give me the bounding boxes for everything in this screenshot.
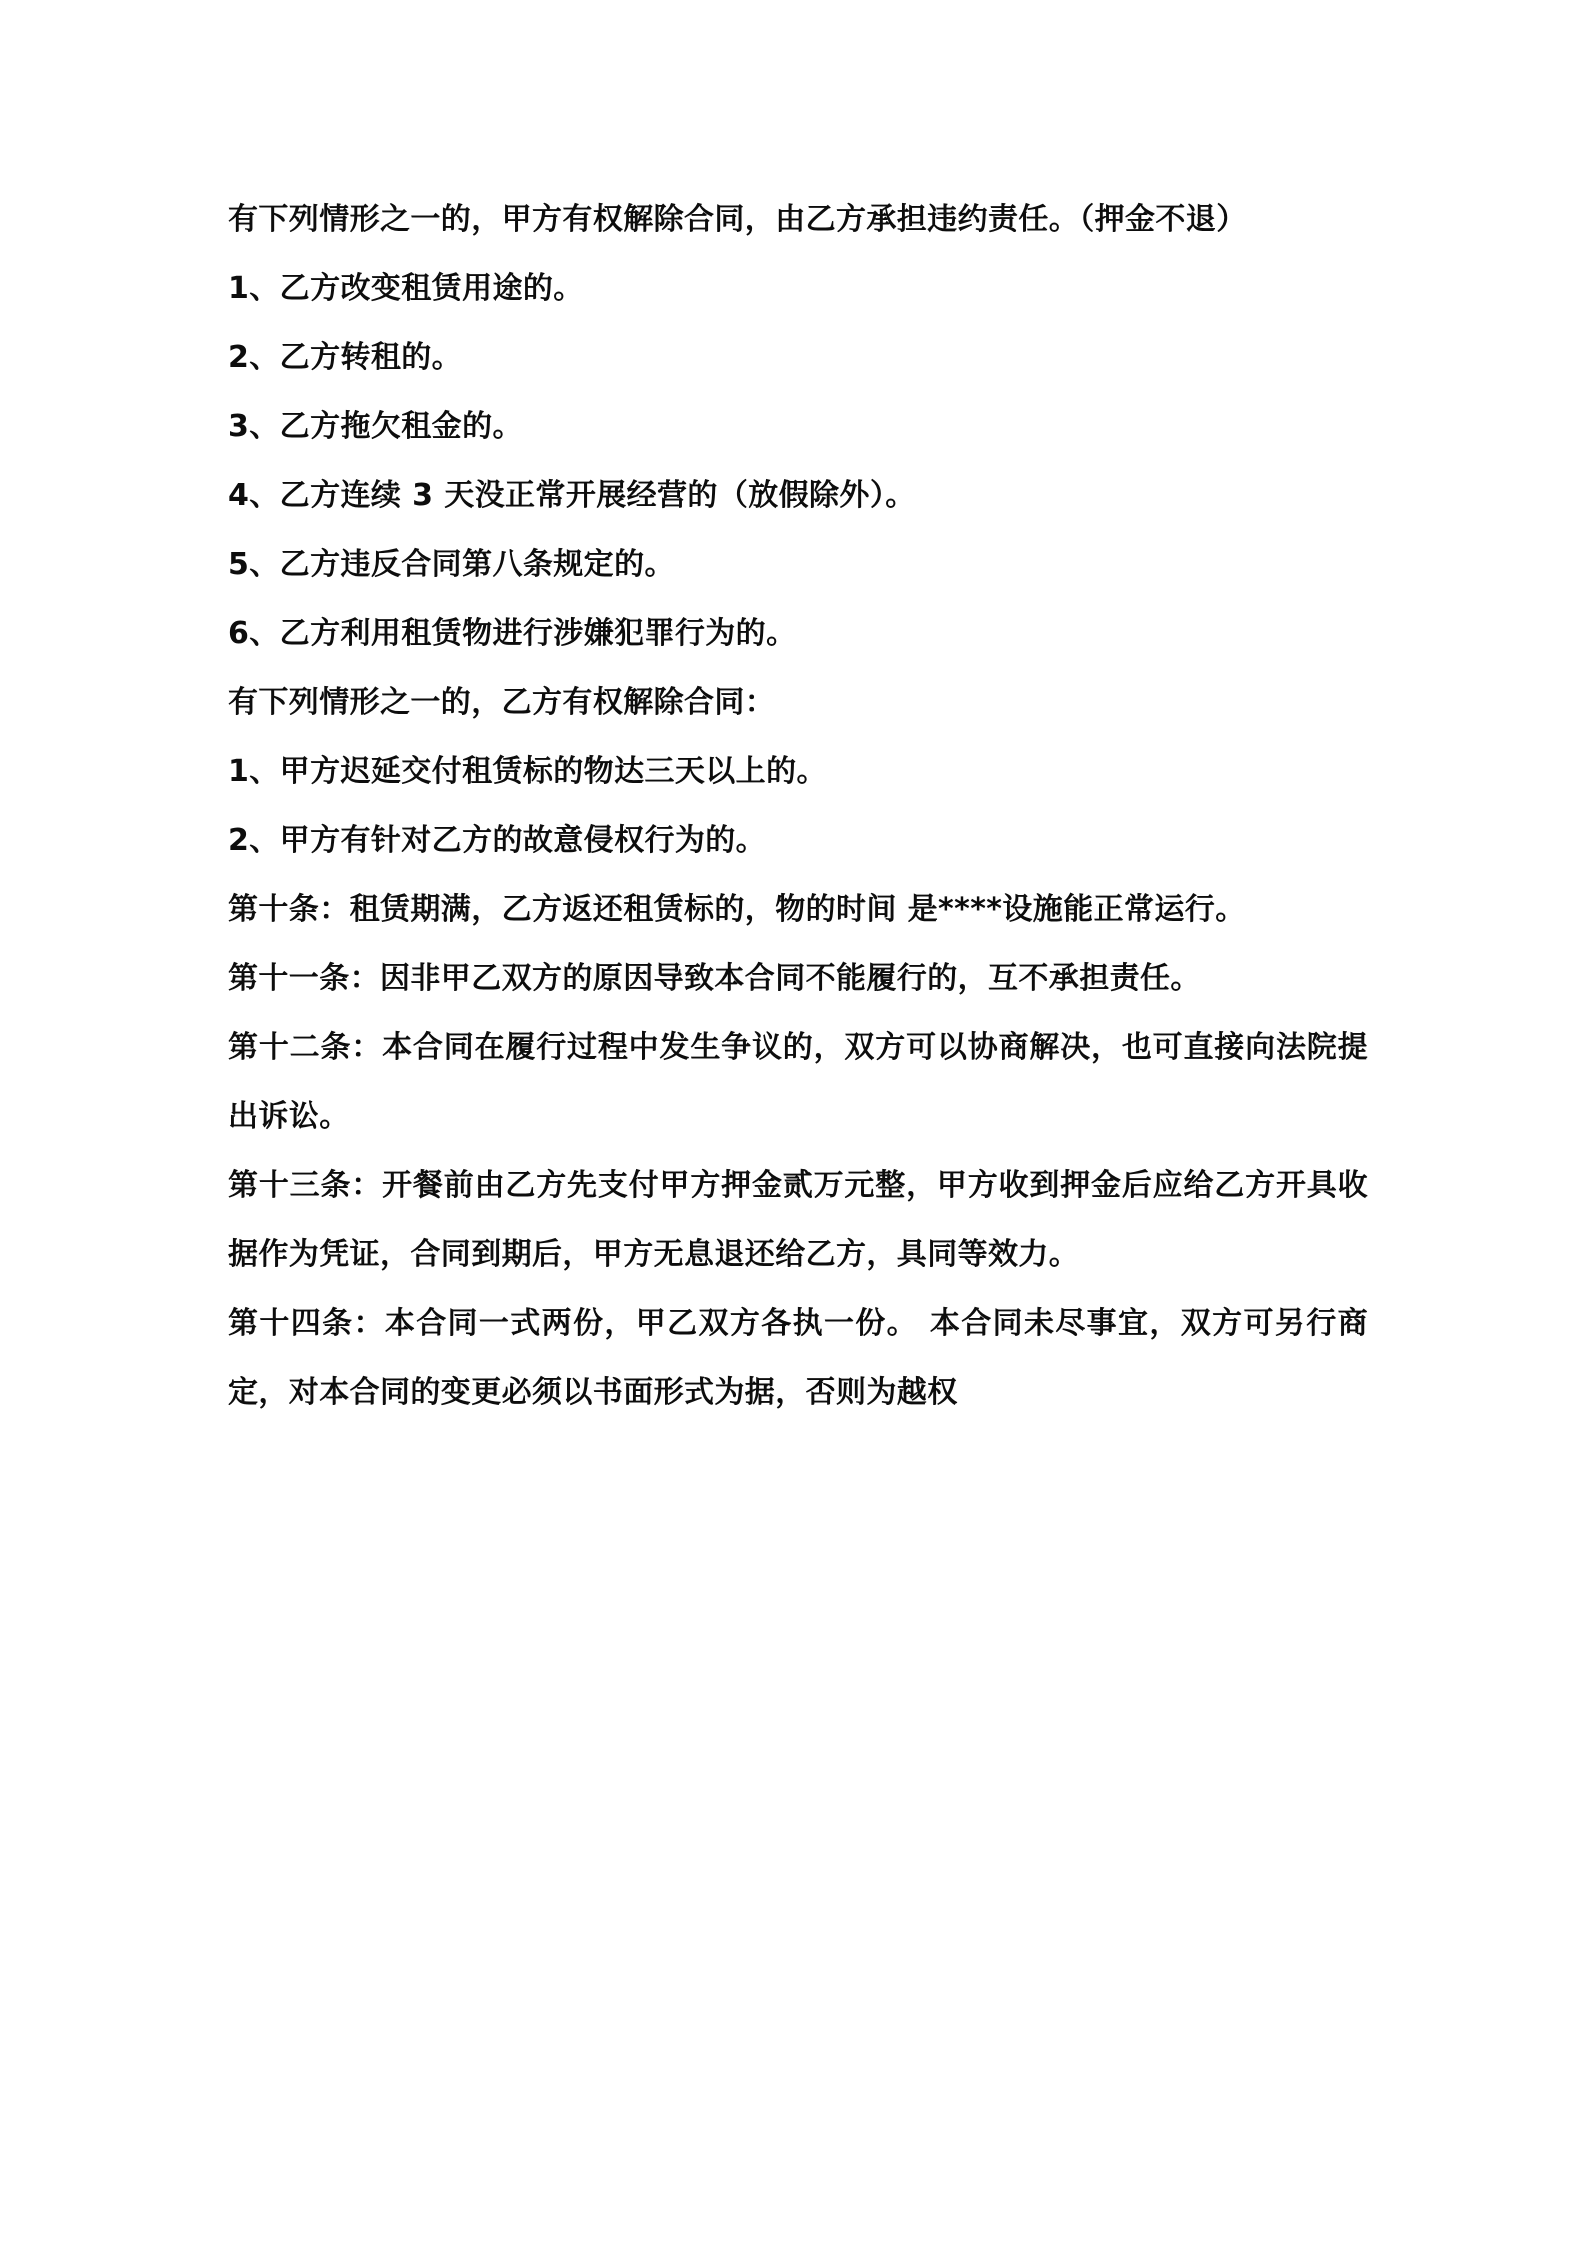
paragraph: 3、乙方拖欠租金的。: [228, 409, 523, 444]
paragraph: 1、乙方改变租赁用途的。: [228, 271, 584, 306]
paragraph: 有下列情形之一的，乙方有权解除合同：: [228, 685, 776, 720]
paragraph: 2、乙方转租的。: [228, 340, 463, 375]
paragraph: 第十二条：本合同在履行过程中发生争议的，双方可以协商解决，也可直接向法院提出诉讼。: [228, 1030, 1368, 1134]
paragraph: 第十条：租赁期满，乙方返还租赁标的，物的时间 是****设施能正常运行。: [228, 892, 1246, 927]
paragraph: 有下列情形之一的，甲方有权解除合同，由乙方承担违约责任。（押金不退）: [228, 202, 1247, 237]
paragraph: 第十四条：本合同一式两份，甲乙双方各执一份。 本合同未尽事宜，双方可另行商定，对本合同的变更必须以书面形式为据，否则为越权: [228, 1306, 1368, 1410]
paragraph: 第十三条：开餐前由乙方先支付甲方押金贰万元整，甲方收到押金后应给乙方开具收据作为凭证，合同到期后，甲方无息退还给乙方，具同等效力。: [228, 1168, 1368, 1272]
paragraph: 1、甲方迟延交付租赁标的物达三天以上的。: [228, 754, 827, 789]
paragraph: 2、甲方有针对乙方的故意侵权行为的。: [228, 823, 767, 858]
paragraph: 4、乙方连续 3 天没正常开展经营的（放假除外）。: [228, 478, 916, 513]
paragraph: 5、乙方违反合同第八条规定的。: [228, 547, 675, 582]
paragraph: 第十一条：因非甲乙双方的原因导致本合同不能履行的，互不承担责任。: [228, 961, 1201, 996]
document-body: [228, 185, 1368, 1427]
paragraph: 6、乙方利用租赁物进行涉嫌犯罪行为的。: [228, 616, 797, 651]
